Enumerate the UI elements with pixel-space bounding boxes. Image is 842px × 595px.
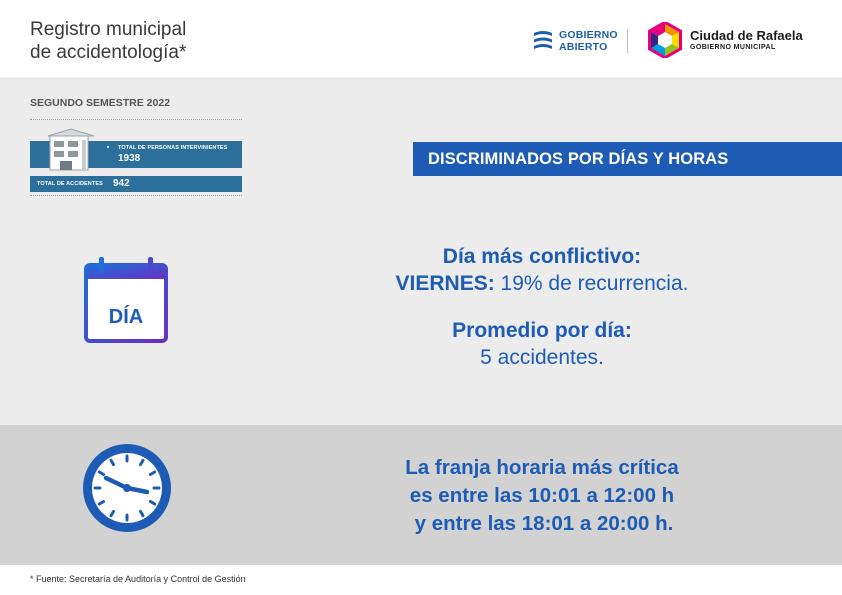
accidents-label: TOTAL DE ACCIDENTES xyxy=(37,181,103,187)
persons-label: TOTAL DE PERSONAS INTERVINIENTES xyxy=(118,145,228,151)
gobierno-abierto-text xyxy=(559,29,618,53)
average-block xyxy=(342,317,742,371)
calendar-day-label: DÍA xyxy=(108,306,144,328)
persons-value: 1938 xyxy=(118,153,141,164)
rafaela-name: Ciudad de Rafaela xyxy=(690,27,803,43)
period-label: SEGUNDO SEMESTRE 2022 xyxy=(30,97,171,109)
gobierno-abierto-line1: GOBIERNO xyxy=(559,29,618,41)
most-conflictive-block xyxy=(342,243,742,297)
page-title-line2: de accidentología* xyxy=(30,42,187,63)
most-conflictive-detail: 19% de recurrencia. xyxy=(500,272,689,295)
dotted-divider-bottom xyxy=(30,195,242,196)
footnote: * Fuente: Secretaría de Auditoría y Control de Gestión xyxy=(30,574,246,584)
average-heading: Promedio por día: xyxy=(452,319,632,342)
header xyxy=(0,0,842,77)
gobierno-abierto-line2: ABIERTO xyxy=(559,41,608,53)
rafaela-hexagon-icon xyxy=(646,22,684,58)
most-conflictive-day: VIERNES: xyxy=(395,272,495,295)
critical-time-line3: y entre las 18:01 a 20:00 h. xyxy=(414,512,674,535)
critical-time-block xyxy=(342,454,742,538)
average-value: 5 accidentes. xyxy=(480,346,604,369)
page-title-line1: Registro municipal xyxy=(30,19,187,40)
section-banner: DISCRIMINADOS POR DÍAS Y HORAS xyxy=(413,142,842,176)
gobierno-abierto-icon xyxy=(532,29,554,53)
calendar-icon xyxy=(83,256,169,344)
critical-time-line2: es entre las 10:01 a 12:00 h xyxy=(409,484,675,507)
accidents-value: 942 xyxy=(113,178,130,189)
bullet-icon xyxy=(107,146,109,148)
critical-time-line1: La franja horaria más crítica xyxy=(405,456,679,479)
logo-divider xyxy=(627,29,628,53)
rafaela-text xyxy=(690,29,803,52)
ciudad-de-rafaela-logo xyxy=(646,22,803,58)
building-icon xyxy=(46,128,96,172)
clock-icon xyxy=(80,441,174,535)
most-conflictive-heading: Día más conflictivo: xyxy=(442,245,642,268)
dotted-divider-top xyxy=(30,119,242,120)
rafaela-subtitle: GOBIERNO MUNICIPAL xyxy=(690,43,776,51)
page-title xyxy=(30,18,186,64)
gobierno-abierto-logo xyxy=(532,27,618,55)
